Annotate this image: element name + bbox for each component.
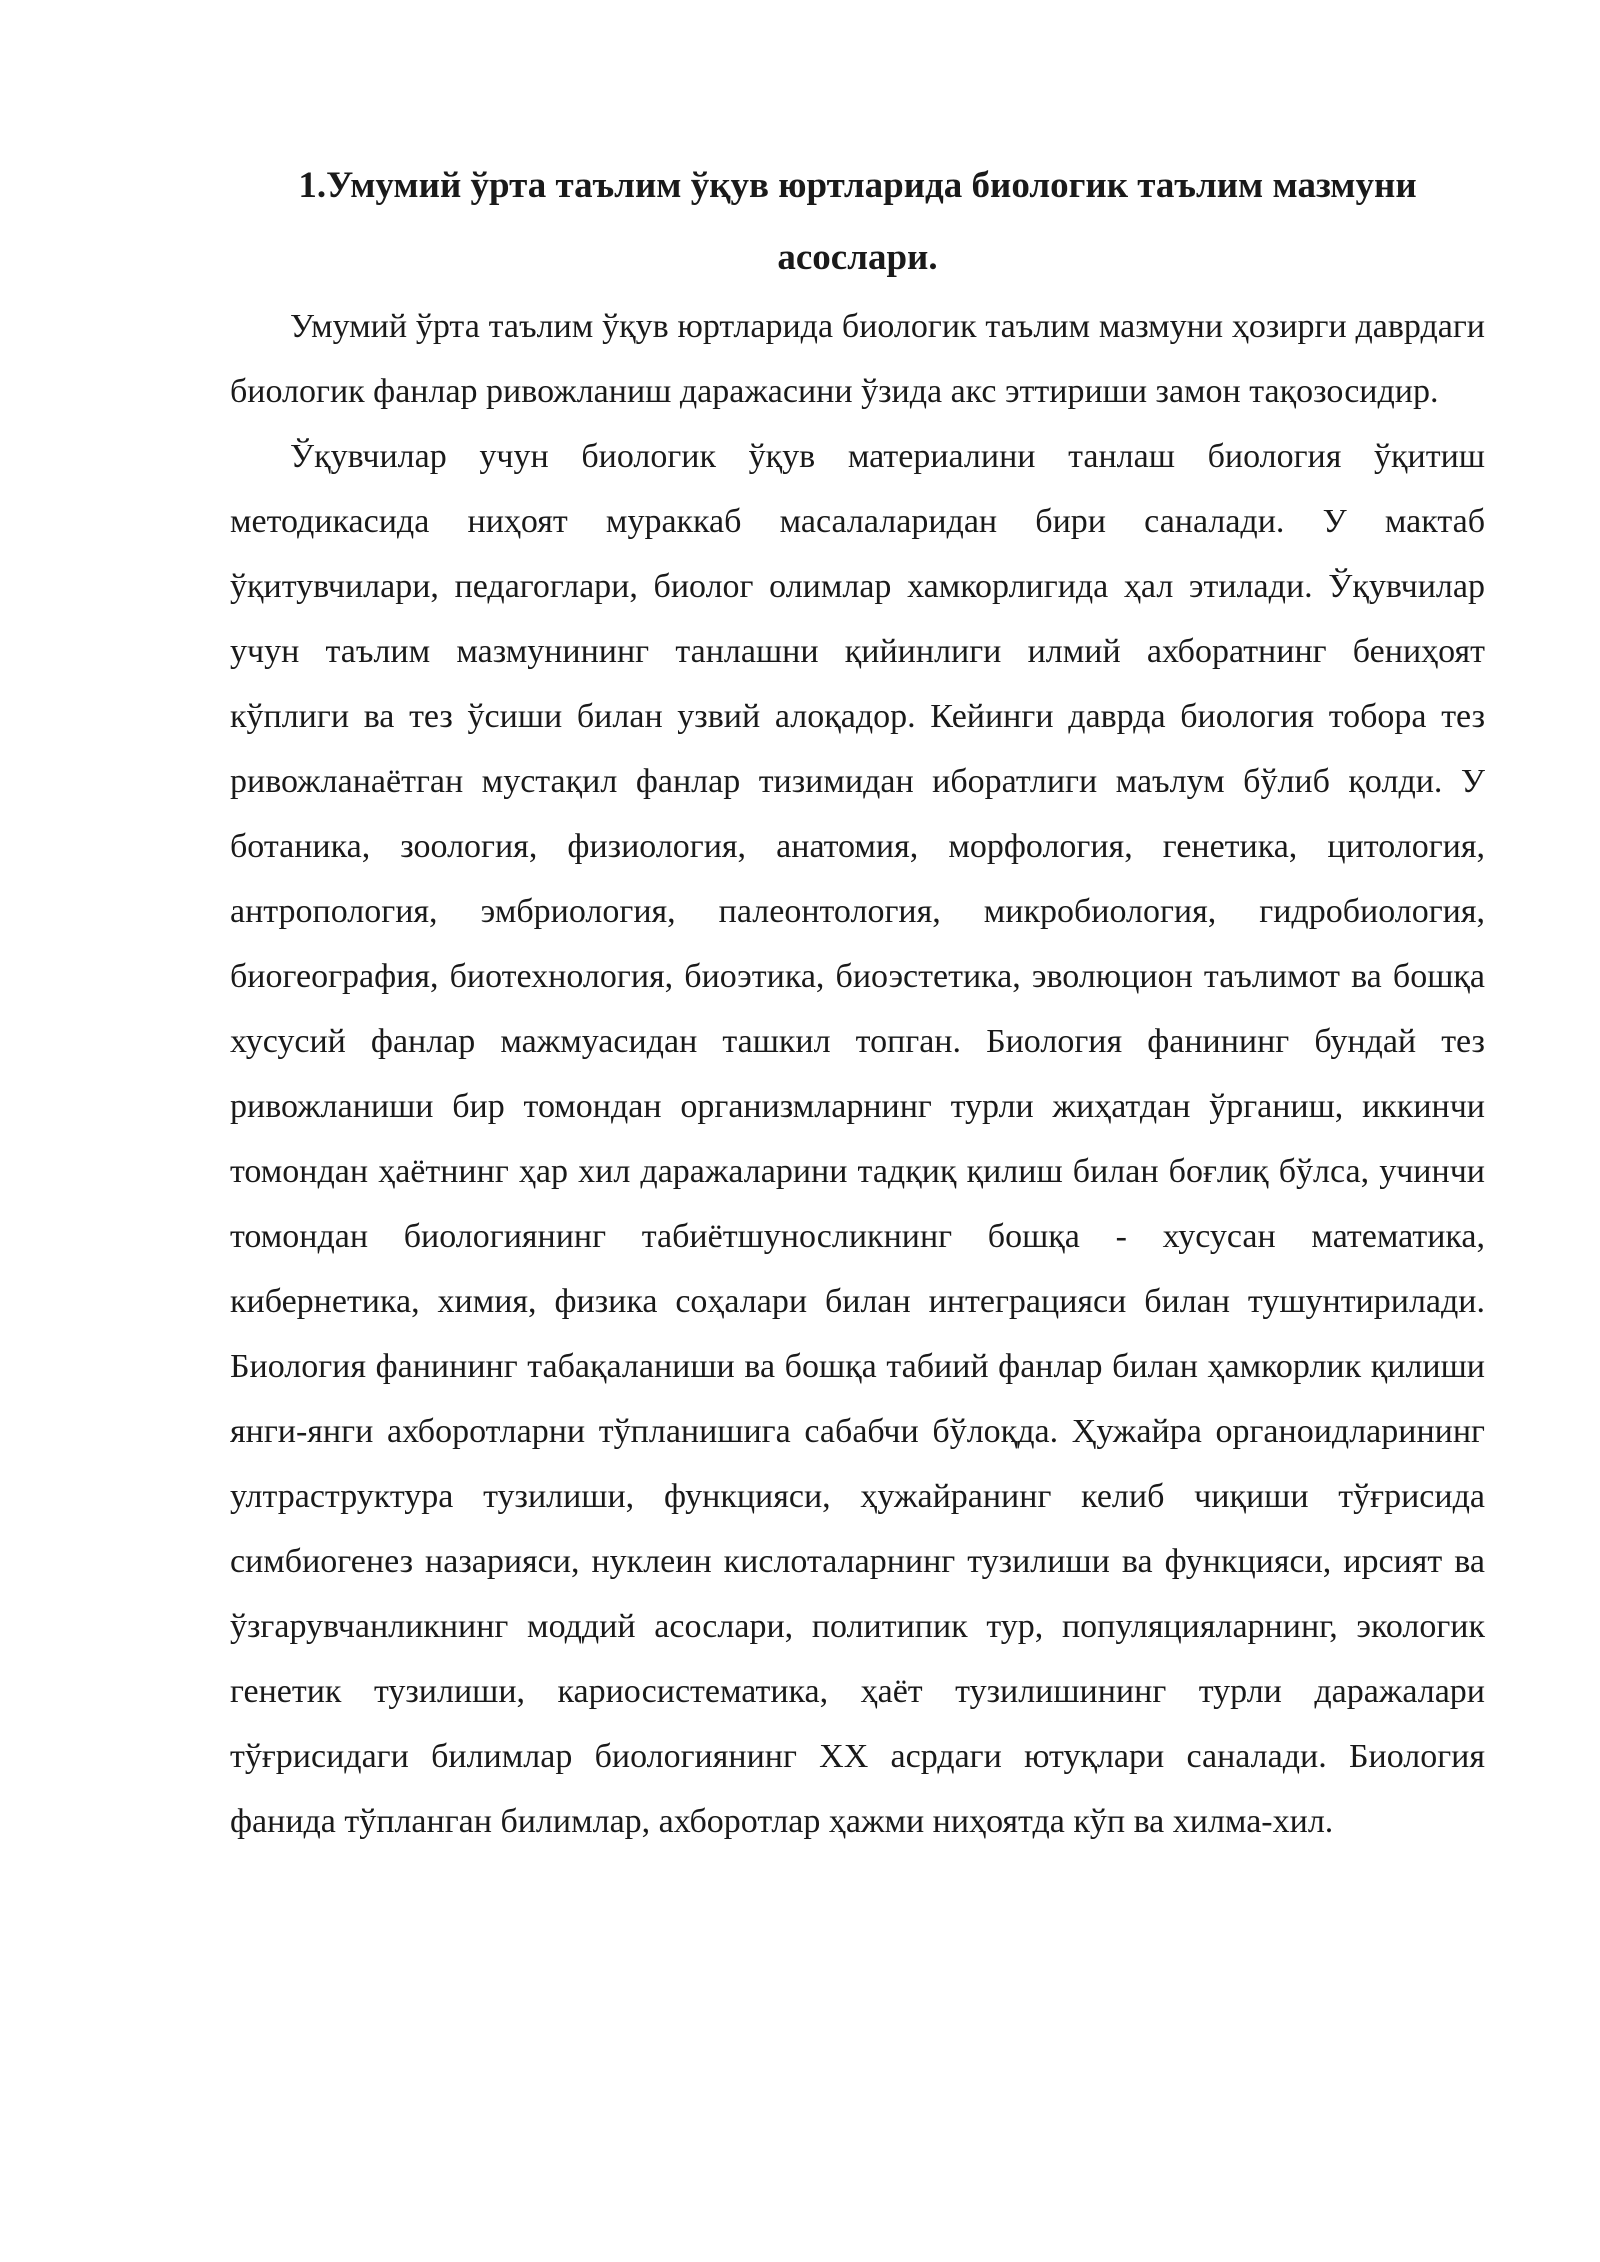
paragraph-main: Ўқувчилар учун биологик ўқув материалини танлаш биология ўқитиш методикасида ниҳоят мураккаб масалаларидан бири саналади. У мактаб ўқитувчилари, педагоглари, биолог олимлар хамкорлигида ҳал этилади. Ўқувчилар учун таълим мазмунининг танлашни қийинлиги илмий ахборатнинг бениҳоят кўплиги ва тез ўсиши билан узвий алоқадор. Кейинги даврда биология тобора тез ривожланаётган мустақил фанлар тизимидан иборатлиги маълум бўлиб қолди. У ботаника, зоология, физиология, анатомия, морфология, генетика, цитология, антропология, эмбриология, палеонтология, микробиология, гидробиология, биогеография, биотехнология, биоэтика, биоэстетика, эволюцион таълимот ва бошқа хусусий фанлар мажмуасидан ташкил топган. Биология фанининг бундай тез ривожланиши бир томондан организмларнинг турли жиҳатдан ўрганиш, иккинчи томондан ҳаётнинг ҳар хил даражаларини тадқиқ қилиш билан боғлиқ бўлса, учинчи томондан биологиянинг табиётшуносликнинг бошқа - хусусан математика, кибернетика, химия, физика соҳалари билан интеграцияси билан тушунтирилади. Биология фанининг табақаланиши ва бошқа табиий фанлар билан ҳамкорлик қилиши янги-янги ахборотларни тўпланишига сабабчи бўлоқда. Ҳужайра органоидларининг ултраструктура тузилиши, функцияси, ҳужайранинг келиб чиқиши тўғрисида симбиогенез назарияси, нуклеин кислоталарнинг тузилиши ва функцияси, ирсият ва ўзгарувчанликнинг моддий асослари, политипик тур, популяцияларнинг, экологик генетик тузилиши, кариосистематика, ҳаёт тузилишининг турли даражалари тўғрисидаги билимлар биологиянинг XX асрдаги ютуқлари саналади. Биология фанида тўпланган билимлар, ахборотлар ҳажми ниҳоятда кўп ва хилма-хил. xyxy=(230,438,1485,1840)
document-body xyxy=(230,150,1485,1854)
paragraph-intro: Умумий ўрта таълим ўқув юртларида биологик таълим мазмуни ҳозирги даврдаги биологик фанлар ривожланиш даражасини ўзида акс эттириши замон тақозосидир. xyxy=(230,308,1485,410)
document-title: 1.Умумий ўрта таълим ўқув юртларида биологик таълим мазмуни асослари. xyxy=(298,165,1417,278)
